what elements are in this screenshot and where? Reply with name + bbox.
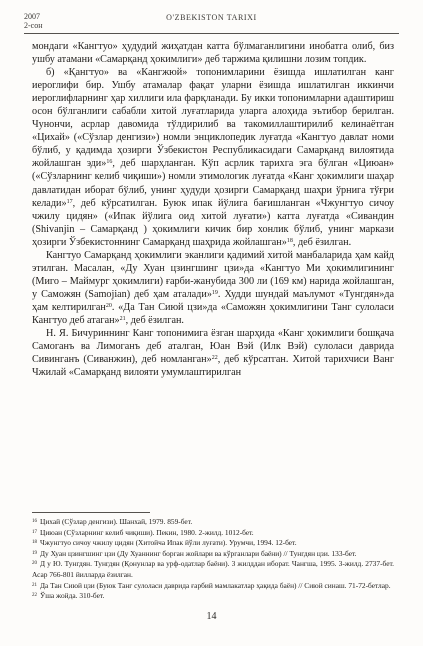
footnote-text: Чжунгтуо сичоу чжилу цидян (Хитойча Ипак йўли луғати). Урумчи, 1994. 12-бет. xyxy=(40,538,297,548)
footnote xyxy=(32,517,394,528)
footnote-text: Цихай (Сўзлар денгизи). Шанхай, 1979. 859-бет. xyxy=(40,517,193,526)
footnote-number: 19 xyxy=(32,550,37,556)
footnote xyxy=(32,559,394,580)
paragraph-text: , деб кўрсатилган. Буюк ипак йўлига бағишланган «Чжунгтуо сичоу чжилу цидян» («Ипак йўлига оид хитой луғати») катта луғатда «Сивандин (Shivanjin – Самарқанд ) ҳокимлиги кичик бир хонлик бўлиб, унинг маркази ҳозирги Ўзбекистоннинг Самарқанд шаҳрида жойлашган» xyxy=(32,197,394,248)
footnote-ref[interactable]: 19 xyxy=(211,289,218,296)
body-paragraph xyxy=(32,327,394,379)
paragraph-text: , деб ёзилган. xyxy=(292,236,352,248)
footnote xyxy=(32,538,394,549)
journal-title: O'ZBEKISTON TARIXI xyxy=(166,13,257,22)
footnote-ref[interactable]: 21 xyxy=(119,315,126,322)
footnote-number: 21 xyxy=(32,582,37,588)
body-paragraph xyxy=(32,249,394,327)
footnote-ref[interactable]: 16 xyxy=(106,159,113,166)
footnote xyxy=(32,581,394,592)
paragraph-text: Кангтуо Самарқанд ҳокимлиги эканлиги қадимий хитой манбаларида ҳам кайд этилган. Масалан, «Ду Хуан цзингшинг цзи»да «Кангтуо Ми ҳокимлигининг (Миго – Маймург ҳокимлиги) ғарби-жанубида 300 ли (169 км) нарида жойлашган, у Саможян (Samojian) деб ҳам аталади» xyxy=(32,249,394,300)
footnote-number: 22 xyxy=(32,593,37,599)
footnote-text: Д у Ю. Тунгдян. Тунгдян (Қонунлар ва урф-одатлар баёни). 3 жилддан иборат. Чангша, 1995. 3-жилд. 2737-бет. Асар 766-801 йилларда ёзилган. xyxy=(32,559,394,579)
footnote-text: Циюан (Сўзларнинг келиб чиқиши). Пекин, 1980. 2-жилд. 1012-бет. xyxy=(40,527,254,537)
footnote-ref[interactable]: 20 xyxy=(105,302,112,309)
footnote-number: 17 xyxy=(32,529,37,535)
paragraph-text: , деб кўрсатган. Хитой тарихчиси Ванг Чжилай «Самарқанд вилояти умумлаштирилган xyxy=(32,354,394,379)
footnote-text: Ўша жойда. 310-бет. xyxy=(40,591,105,601)
footnote-number: 18 xyxy=(32,540,37,546)
footnote-divider xyxy=(32,512,150,513)
footnote-ref[interactable]: 18 xyxy=(286,237,293,244)
footnote-ref[interactable]: 22 xyxy=(211,355,218,362)
footnotes-section xyxy=(32,517,394,602)
paragraph-text: , деб шарҳланган. Кўп асрлик тарихга эга бўлган «Циюан» («Сўзларнинг келиб чиқиши») номли этимологик луғатда «Канг ҳокимлиги шаҳар давлатидан иборат бўлиб, унинг ҳудуди ҳозирги Самарқанд шаҳри ўрнига тўғри келади» xyxy=(32,158,394,209)
footnote-number: 16 xyxy=(32,519,37,524)
paragraph-text: б) «Қангтуо» ва «Кангжюй» топонимларини ёзишда ишлатилган канг иероглифи бир. Ушбу атамалар фақат уларни ёзишда ишлатилган иккинчи иероглифларнинг ҳар хиллиги ила фарқланади. Бу икки топонимларни адаштириш осон бўлганлиги сабабли хитой луғатларида уларга алоҳида эътибор берилган. Чунончи, асрлар давомида тўлдирилиб ва такомиллаштирилиб келинаётган «Цихай» («Сўзлар денгизи») номли энциклопедик луғатда «Кангтуо давлат номи бўлиб, у қадимда ҳозирги Ўзбекистон Республикасидаги Самарқанд вилоятида жойлашган эди» xyxy=(32,67,394,170)
footnote xyxy=(32,528,394,539)
paragraph-text: Н. Я. Бичуриннинг Канг топонимига ёзган шарҳида «Канг ҳокимлиги бошқача Самоганъ ва Лимоганъ деб аталган, Юан Вэй (Илк Вэй) сулоласи даврида Сивинганъ (Сиванжин), деб номланган» xyxy=(32,328,394,366)
header-year: 2007 xyxy=(24,12,40,21)
paragraph-text: , деб ёзилган. xyxy=(125,314,184,326)
header-divider xyxy=(24,33,399,34)
paragraph-text: . «Да Тан Сиюй цзи»да «Саможян ҳокимлигини Танг сулоласи Кангтуо деб атаган» xyxy=(32,301,394,326)
footnote-number: 20 xyxy=(32,561,37,567)
footnote-text: Ду Хуан цзингшинг цзи (Ду Хуаннинг борган жойлари ва кўрганлари баёни) // Тунгдян цзи. 133-бет. xyxy=(40,548,357,558)
page-number: 14 xyxy=(206,611,217,622)
header-issue: 2-сон xyxy=(24,21,43,30)
paragraph-text: . Худди шундай маълумот «Тунгдян»да ҳам келтирилган xyxy=(32,288,394,313)
footnote xyxy=(32,591,394,602)
footnote xyxy=(32,549,394,560)
paragraph-text: мондаги «Кангтуо» ҳудудий жиҳатдан катта бўлмаганлигини инобатга олиб, биз ушбу атамани «Самарқанд ҳокимлиги» деб таржима қилишни лозим топдик. xyxy=(32,41,394,66)
article-body xyxy=(32,40,394,379)
footnote-ref[interactable]: 17 xyxy=(66,198,73,205)
footnote-text: Да Тан Сиюй цзи (Буюк Танг сулоласи даврида ғарбий мамлакатлар ҳақида баён) // Сиюй синаш. 71-72-бетлар. xyxy=(40,580,391,590)
body-paragraph xyxy=(32,40,394,66)
body-paragraph xyxy=(32,66,394,249)
